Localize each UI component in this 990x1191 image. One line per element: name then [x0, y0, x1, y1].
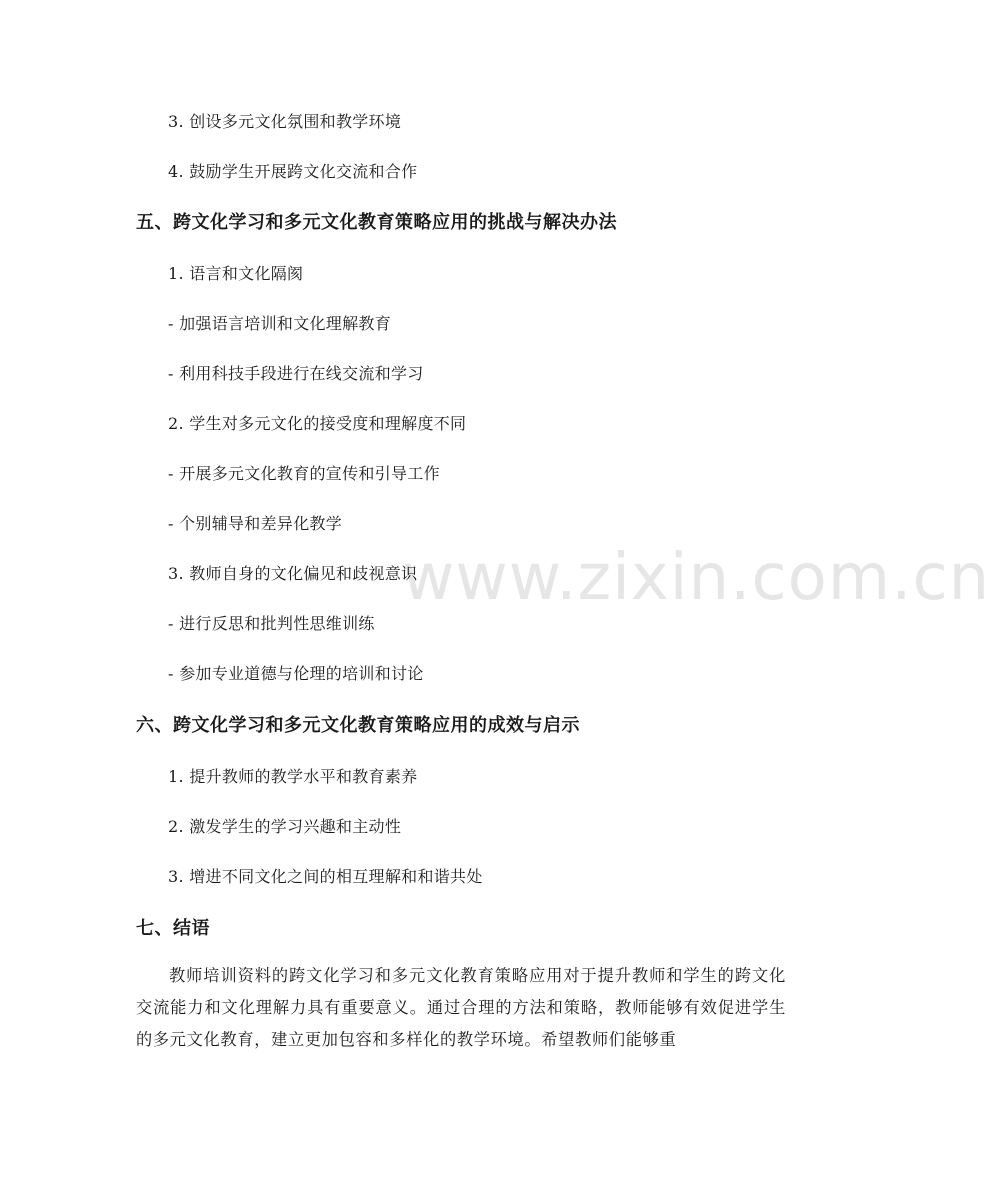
list-item: 3. 增进不同文化之间的相互理解和和谐共处: [168, 867, 483, 886]
list-item: - 参加专业道德与伦理的培训和讨论: [168, 664, 424, 683]
list-item: 2. 激发学生的学习兴趣和主动性: [168, 817, 402, 836]
watermark: www.zixin.com.cn: [402, 541, 990, 615]
list-item: - 开展多元文化教育的宣传和引导工作: [168, 464, 440, 483]
section-heading-6: 六、跨文化学习和多元文化教育策略应用的成效与启示: [136, 715, 580, 736]
list-item: - 加强语言培训和文化理解教育: [168, 314, 391, 333]
list-item: - 利用科技手段进行在线交流和学习: [168, 364, 424, 383]
list-item: 1. 语言和文化隔阂: [168, 264, 304, 283]
list-item: - 个别辅导和差异化教学: [168, 514, 343, 533]
list-item: 3. 创设多元文化氛围和教学环境: [168, 112, 402, 131]
list-item: 3. 教师自身的文化偏见和歧视意识: [168, 564, 418, 583]
list-item: 1. 提升教师的教学水平和教育素养: [168, 767, 418, 786]
list-item: - 进行反思和批判性思维训练: [168, 614, 375, 633]
list-item: 2. 学生对多元文化的接受度和理解度不同: [168, 414, 467, 433]
section-heading-5: 五、跨文化学习和多元文化教育策略应用的挑战与解决办法: [136, 212, 617, 233]
section-heading-7: 七、结语: [136, 918, 210, 939]
list-item: 4. 鼓励学生开展跨文化交流和合作: [168, 162, 418, 181]
conclusion-paragraph: 教师培训资料的跨文化学习和多元文化教育策略应用对于提升教师和学生的跨文化交流能力和文化理解力具有重要意义。通过合理的方法和策略，教师能够有效促进学生的多元文化教育，建立更加包容和多样化的教学环境。希望教师们能够重: [136, 966, 786, 1049]
